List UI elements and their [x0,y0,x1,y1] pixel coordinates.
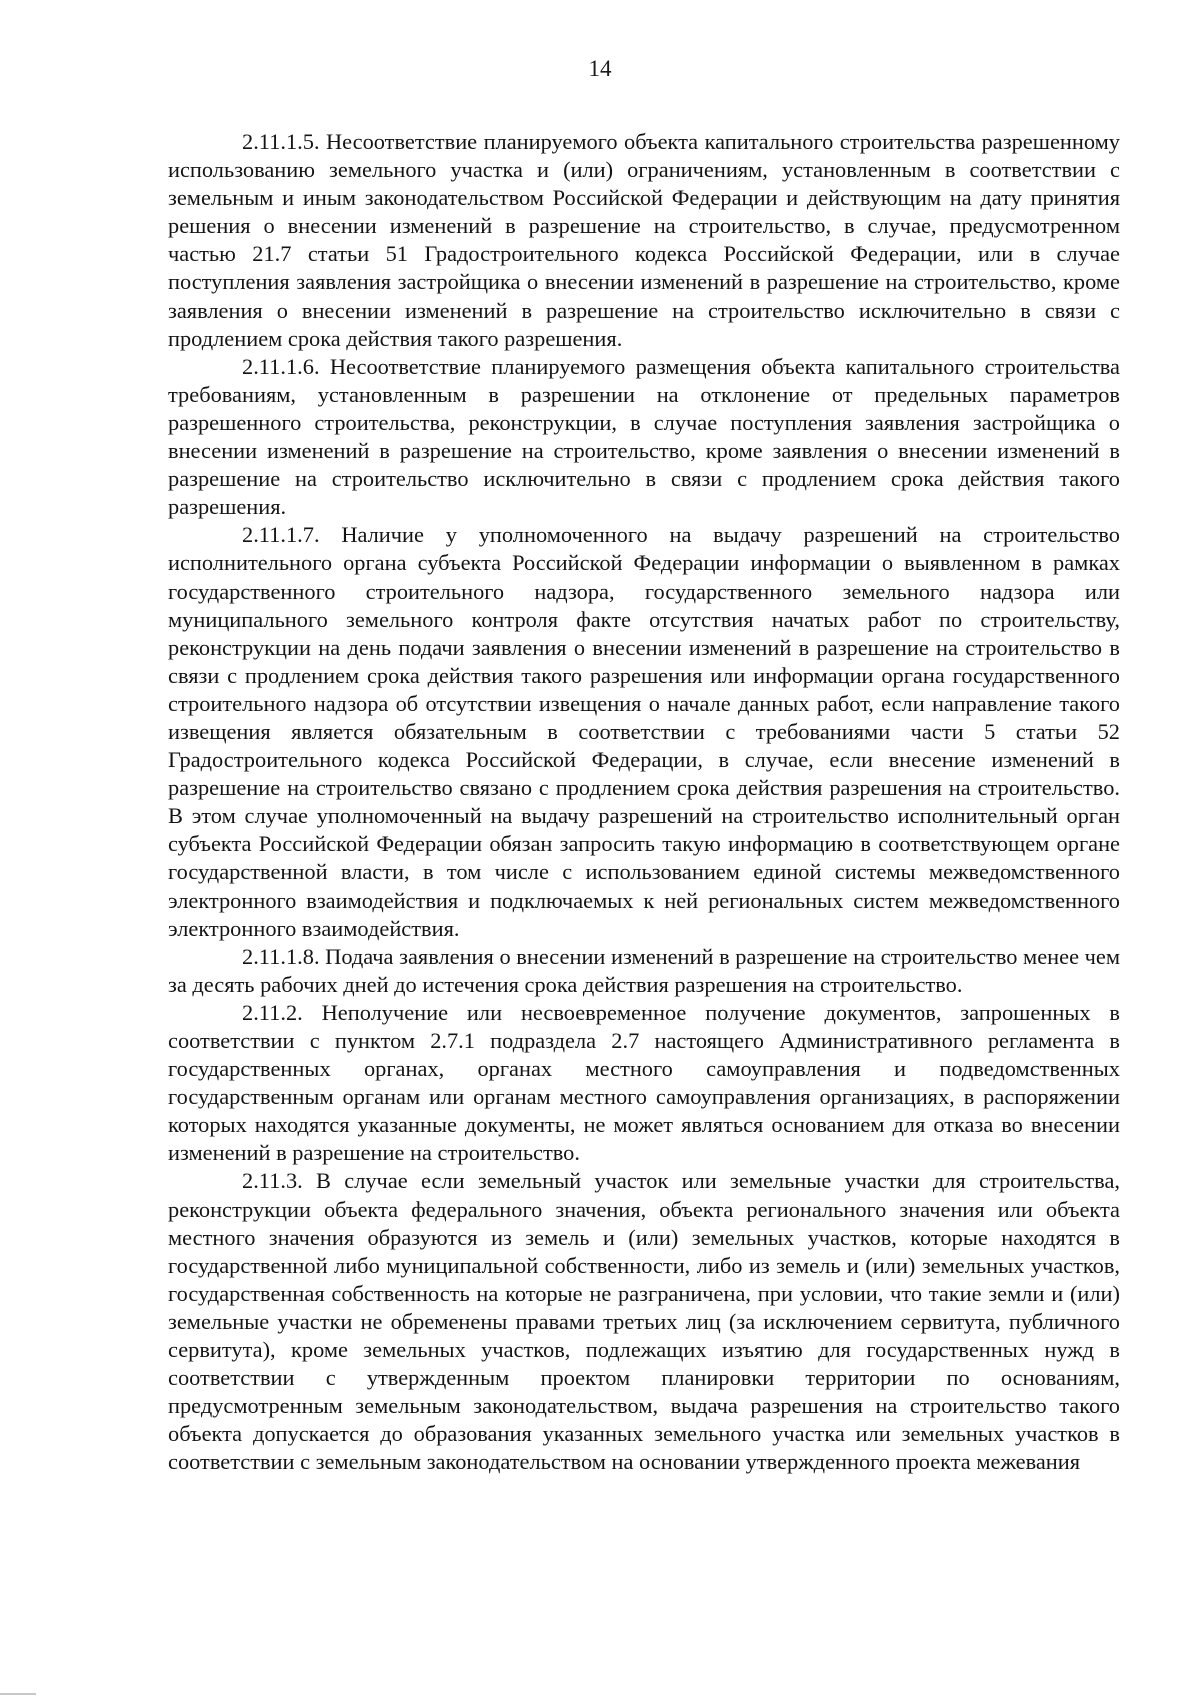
page-number: 14 [588,56,612,81]
paragraph-2-11-2: 2.11.2. Неполучение или несвоевременное получение документов, запрошенных в соответствии с пунктом 2.7.1 подраздела 2.7 настоящего Административного регламента в государственных органах, органах местного самоуправления и подведомственных государственным органам или органам местного самоуправления организациях, в распоряжении которых находятся указанные документы, не может являться основанием для отказа во внесении изменений в разрешение на строительство. [168,999,1120,1166]
document-body [168,128,1120,1477]
paragraph-2-11-1-6: 2.11.1.6. Несоответствие планируемого размещения объекта капитального строительства требованиям, установленным в разрешении на отклонение от предельных параметров разрешенного строительства, реконструкции, в случае поступления заявления застройщика о внесении изменений в разрешение на строительство, кроме заявления о внесении изменений в разрешение на строительство исключительно в связи с продлением срока действия такого разрешения. [168,353,1120,520]
paragraph-2-11-1-8: 2.11.1.8. Подача заявления о внесении изменений в разрешение на строительство менее чем за десять рабочих дней до истечения срока действия разрешения на строительство. [168,943,1120,997]
paragraph-2-11-1-7: 2.11.1.7. Наличие у уполномоченного на выдачу разрешений на строительство исполнительного органа субъекта Российской Федерации информации о выявленном в рамках государственного строительного надзора, государственного земельного надзора или муниципального земельного контроля факте отсутствия начатых работ по строительству, реконструкции на день подачи заявления о внесении изменений в разрешение на строительство в связи с продлением срока действия такого разрешения или информации органа государственного строительного надзора об отсутствии извещения о начале данных работ, если направление такого извещения является обязательным в соответствии с требованиями части 5 статьи 52 Градостроительного кодекса Российской Федерации, в случае, если внесение изменений в разрешение на строительство связано с продлением срока действия разрешения на строительство. В этом случае уполномоченный на выдачу разрешений на строительство исполнительный орган субъекта Российской Федерации обязан запросить такую информацию в соответствующем органе государственной власти, в том числе с использованием единой системы межведомственного электронного взаимодействия и подключаемых к ней региональных систем межведомственного электронного взаимодействия. [168,522,1120,941]
paragraph-2-11-1-5: 2.11.1.5. Несоответствие планируемого объекта капитального строительства разрешенному использованию земельного участка и (или) ограничениям, установленным в соответствии с земельным и иным законодательством Российской Федерации и действующим на дату принятия решения о внесении изменений в разрешение на строительство, в случае, предусмотренном частью 21.7 статьи 51 Градостроительного кодекса Российской Федерации, или в случае поступления заявления застройщика о внесении изменений в разрешение на строительство, кроме заявления о внесении изменений в разрешение на строительство исключительно в связи с продлением срока действия такого разрешения. [168,129,1120,351]
scan-edge-mark [0,1693,36,1695]
paragraph-2-11-3: 2.11.3. В случае если земельный участок или земельные участки для строительства, реконструкции объекта федерального значения, объекта регионального значения или объекта местного значения образуются из земель и (или) земельных участков, которые находятся в государственной либо муниципальной собственности, либо из земель и (или) земельных участков, государственная собственность на которые не разграничена, при условии, что такие земли и (или) земельные участки не обременены правами третьих лиц (за исключением сервитута, публичного сервитута), кроме земельных участков, подлежащих изъятию для государственных нужд в соответствии с утвержденным проектом планировки территории по основаниям, предусмотренным земельным законодательством, выдача разрешения на строительство такого объекта допускается до образования указанных земельного участка или земельных участков в соответствии с земельным законодательством на основании утвержденного проекта межевания [168,1168,1120,1475]
